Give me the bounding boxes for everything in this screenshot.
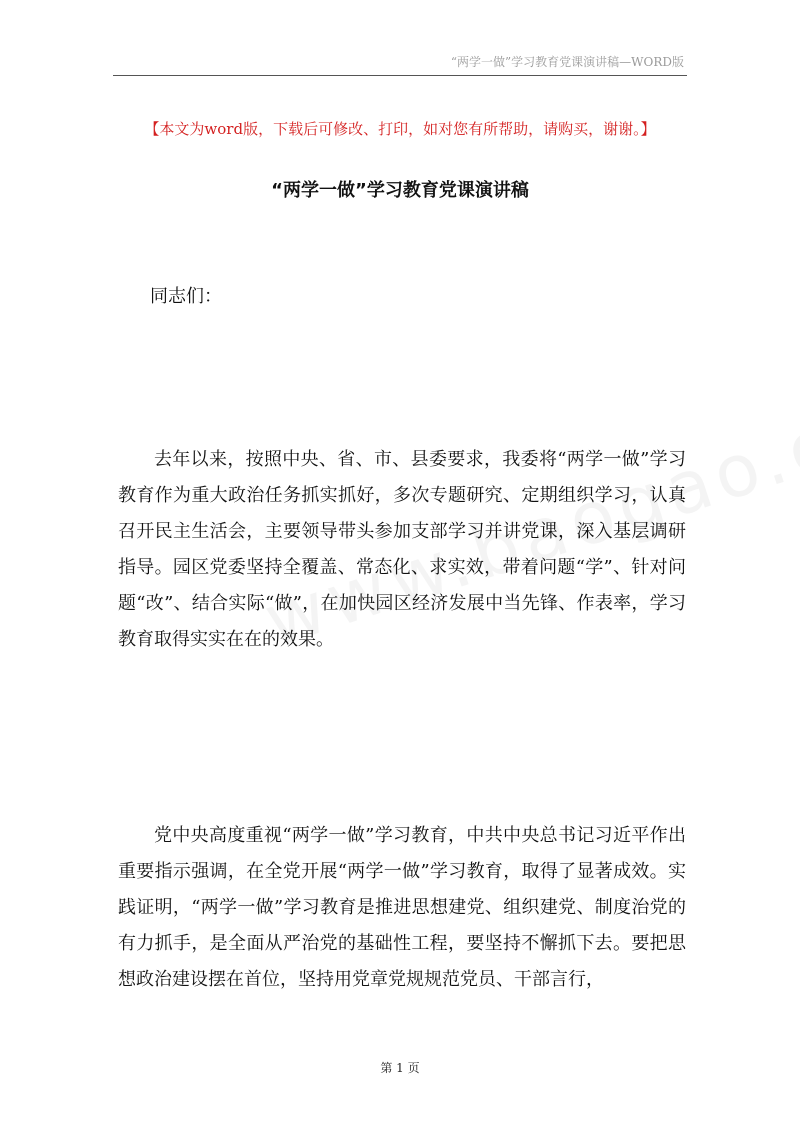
body-paragraph: 去年以来，按照中央、省、市、县委要求，我委将“两学一做”学习教育作为重大政治任务抓实抓好，多次专题研究、定期组织学习，认真召开民主生活会，主要领导带头参加支部学习并讲党课，深入基层调研指导。园区党委坚持全覆盖、常态化、求实效，带着问题“学”、针对问题“改”、结合实际“做”，在加快园区经济发展中当先锋、作表率，学习教育取得实实在在的效果。 <box>118 449 686 650</box>
document-title: “两学一做”学习教育党课演讲稿 <box>271 180 529 201</box>
header-divider <box>113 75 687 76</box>
body-paragraph: 党中央高度重视“两学一做”学习教育，中共中央总书记习近平作出重要指示强调，在全党开展“两学一做”学习教育，取得了显著成效。实践证明，“两学一做”学习教育是推进思想建党、组织建党、制度治党的有力抓手，是全面从严治党的基础性工程，要坚持不懈抓下去。要把思想政治建设摆在首位，坚持用党章党规规范党员、干部言行， <box>118 825 686 990</box>
salutation: 同志们： <box>150 286 222 307</box>
purchase-notice: 【本文为word版，下载后可修改、打印，如对您有所帮助，请购买，谢谢。】 <box>144 120 656 138</box>
running-header: “两学一做”学习教育党课演讲稿—WORD版 <box>450 55 684 69</box>
page-number: 第 1 页 <box>380 1061 420 1075</box>
